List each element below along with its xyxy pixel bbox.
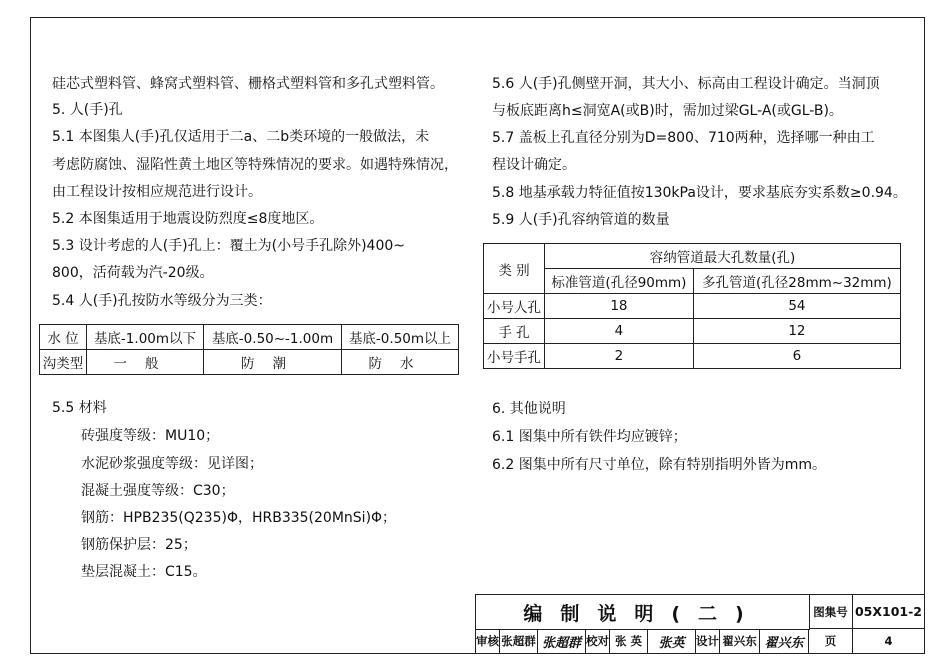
para-5-4: 5.4 人(手)孔按防水等级分为三类： bbox=[52, 293, 272, 309]
table-row bbox=[40, 325, 459, 350]
para-5-6-line2: 与板底距离h≤洞宽A(或B)时，需加过梁GL-A(或GL-B)。 bbox=[492, 103, 843, 119]
table-row bbox=[484, 344, 901, 369]
waterproof-class-table bbox=[39, 324, 459, 375]
pipe-capacity-table bbox=[483, 243, 901, 369]
table-cell: 12 bbox=[693, 319, 900, 344]
material-cover: 钢筋保护层：25； bbox=[81, 537, 197, 553]
table-row bbox=[40, 350, 459, 375]
table-header-multi: 多孔管道(孔径28mm~32mm) bbox=[693, 269, 900, 294]
table-cell: 4 bbox=[545, 319, 694, 344]
para-5-7-line1: 5.7 盖板上孔直径分别为D=800、710两种，选择哪一种由工 bbox=[492, 130, 875, 146]
atlas-no: 05X101-2 bbox=[853, 595, 925, 629]
table-cell: 18 bbox=[545, 294, 694, 319]
reviewer-name: 张超群 bbox=[500, 629, 538, 654]
atlas-no-label: 图集号 bbox=[809, 595, 853, 629]
para-5-7-line2: 程设计确定。 bbox=[492, 157, 576, 173]
table-header-category: 类 别 bbox=[484, 244, 545, 294]
table-cell: 基底-1.00m以下 bbox=[87, 325, 204, 350]
table-row bbox=[484, 244, 901, 269]
table-cell: 防水 bbox=[341, 350, 458, 375]
table-cell: 54 bbox=[693, 294, 900, 319]
check-label: 校对 bbox=[586, 629, 610, 654]
para-5-9: 5.9 人(手)孔容纳管道的数量 bbox=[492, 212, 670, 228]
designer-signature: 翟兴东 bbox=[760, 629, 809, 654]
table-cell: 沟类型 bbox=[40, 350, 87, 375]
para-5-5-heading: 5.5 材料 bbox=[52, 400, 107, 416]
checker-signature: 张英 bbox=[648, 629, 696, 654]
para-5-8: 5.8 地基承载力特征值按130kPa设计，要求基底夯实系数≥0.94。 bbox=[492, 185, 907, 201]
table-cell: 小号人孔 bbox=[484, 294, 545, 319]
table-header-standard: 标准管道(孔径90mm) bbox=[545, 269, 694, 294]
para-6-2: 6.2 图集中所有尺寸单位，除有特别指明外皆为mm。 bbox=[492, 457, 826, 473]
material-cushion: 垫层混凝土：C15。 bbox=[81, 564, 207, 580]
para-5-2: 5.2 本图集适用于地震设防烈度≤8度地区。 bbox=[52, 211, 324, 227]
table-cell: 小号手孔 bbox=[484, 344, 545, 369]
table-cell: 水 位 bbox=[40, 325, 87, 350]
table-row bbox=[484, 294, 901, 319]
page-number: 4 bbox=[853, 629, 925, 654]
designer-name: 翟兴东 bbox=[720, 629, 760, 654]
table-cell: 一般 bbox=[87, 350, 204, 375]
review-label: 审核 bbox=[476, 629, 500, 654]
material-concrete: 混凝土强度等级：C30； bbox=[81, 483, 235, 499]
table-cell: 防潮 bbox=[203, 350, 341, 375]
intro-line: 硅芯式塑料管、蜂窝式塑料管、栅格式塑料管和多孔式塑料管。 bbox=[52, 76, 444, 92]
table-cell: 基底-0.50m以上 bbox=[341, 325, 458, 350]
material-rebar: 钢筋：HPB235(Q235)Φ，HRB335(20MnSi)Φ； bbox=[81, 510, 397, 526]
table-cell: 2 bbox=[545, 344, 694, 369]
table-cell: 手 孔 bbox=[484, 319, 545, 344]
table-header-group: 容纳管道最大孔数量(孔) bbox=[545, 244, 901, 269]
para-5-6-line1: 5.6 人(手)孔侧壁开洞，其大小、标高由工程设计确定。当洞顶 bbox=[492, 76, 880, 92]
para-5-1-line1: 5.1 本图集人(手)孔仅适用于二a、二b类环境的一般做法，未 bbox=[52, 129, 430, 145]
section-6-heading: 6. 其他说明 bbox=[492, 401, 566, 417]
para-5-1-line3: 由工程设计按相应规范进行设计。 bbox=[52, 184, 262, 200]
reviewer-signature: 张超群 bbox=[538, 629, 586, 654]
para-5-3-line1: 5.3 设计考虑的人(手)孔上：覆土为(小号手孔除外)400~ bbox=[52, 238, 406, 254]
design-label: 设计 bbox=[696, 629, 720, 654]
table-cell: 基底-0.50~-1.00m bbox=[203, 325, 341, 350]
para-5-3-line2: 800，活荷载为汽-20级。 bbox=[52, 265, 214, 281]
page-label: 页 bbox=[809, 629, 853, 654]
table-row bbox=[484, 319, 901, 344]
material-mortar: 水泥砂浆强度等级：见详图； bbox=[81, 456, 263, 472]
section-5-heading: 5. 人(手)孔 bbox=[52, 102, 123, 118]
para-6-1: 6.1 图集中所有铁件均应镀锌； bbox=[492, 429, 687, 445]
checker-name: 张 英 bbox=[610, 629, 648, 654]
drawing-title: 编制说明(二) bbox=[476, 595, 810, 630]
title-block bbox=[475, 594, 925, 654]
table-row bbox=[484, 269, 901, 294]
table-cell: 6 bbox=[693, 344, 900, 369]
material-brick: 砖强度等级：MU10； bbox=[81, 428, 220, 444]
para-5-1-line2: 考虑防腐蚀、湿陷性黄土地区等特殊情况的要求。如遇特殊情况， bbox=[52, 157, 458, 173]
